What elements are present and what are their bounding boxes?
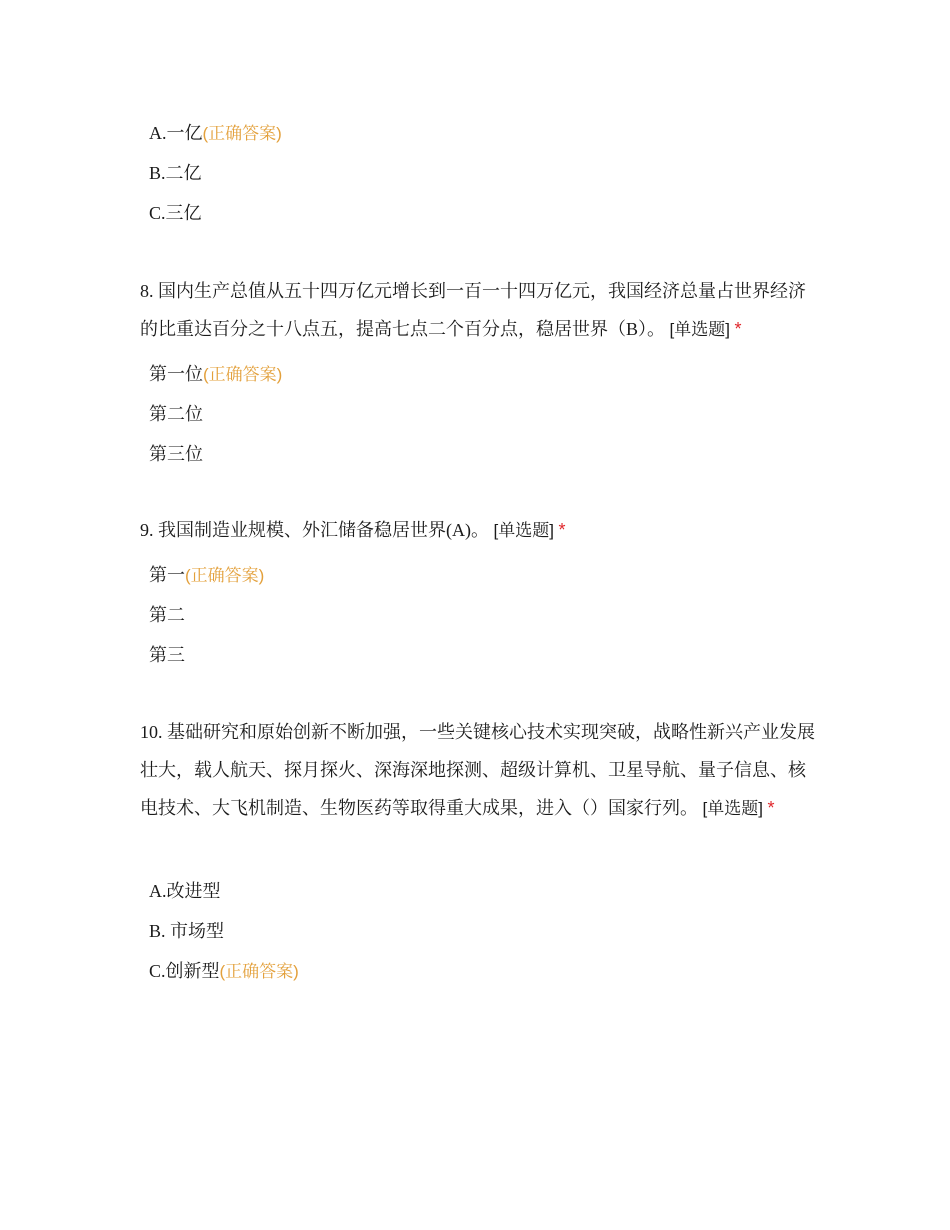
option-a[interactable] <box>149 121 849 161</box>
option-a[interactable] <box>149 879 849 919</box>
correct-answer-tag: (正确答案) <box>185 566 265 585</box>
option-label: A.改进型 <box>149 881 221 901</box>
correct-answer-tag: (正确答案) <box>203 365 283 384</box>
option-label: 第三 <box>149 645 185 665</box>
option-b[interactable] <box>149 919 849 959</box>
option-label: C.创新型 <box>149 961 220 981</box>
question-9-options <box>149 563 849 683</box>
question-8 <box>140 272 820 349</box>
question-type-tag: [单选题] <box>493 521 554 540</box>
option-label: 第一位 <box>149 364 203 384</box>
question-9 <box>140 511 820 550</box>
required-mark: * <box>734 319 742 339</box>
option-c[interactable] <box>149 201 849 241</box>
option-label: 第三位 <box>149 444 203 464</box>
correct-answer-tag: (正确答案) <box>219 962 299 981</box>
option-first[interactable] <box>149 362 849 402</box>
question-10-options <box>149 879 849 999</box>
option-third[interactable] <box>149 643 849 683</box>
option-b[interactable] <box>149 161 849 201</box>
option-second[interactable] <box>149 402 849 442</box>
option-label: B. 市场型 <box>149 921 225 941</box>
option-third[interactable] <box>149 442 849 482</box>
prev-question-options <box>149 121 849 241</box>
question-type-tag: [单选题] <box>669 320 730 339</box>
option-label: 第二 <box>149 605 185 625</box>
option-second[interactable] <box>149 603 849 643</box>
question-type-tag: [单选题] <box>702 799 763 818</box>
question-10 <box>140 713 820 828</box>
question-text: 10. 基础研究和原始创新不断加强，一些关键核心技术实现突破，战略性新兴产业发展壮大，载人航天、探月探火、深海深地探测、超级计算机、卫星导航、量子信息、核电技术、大飞机制造、生物医药等取得重大成果，进入（）国家行列。 <box>140 722 815 818</box>
option-c[interactable] <box>149 959 849 999</box>
option-label: B.二亿 <box>149 163 202 183</box>
question-text: 9. 我国制造业规模、外汇储备稳居世界(A)。 <box>140 520 489 540</box>
option-label: A.一亿 <box>149 123 203 143</box>
option-label: C.三亿 <box>149 203 202 223</box>
correct-answer-tag: (正确答案) <box>202 124 282 143</box>
option-first[interactable] <box>149 563 849 603</box>
required-mark: * <box>767 798 775 818</box>
option-label: 第二位 <box>149 404 203 424</box>
required-mark: * <box>558 520 566 540</box>
option-label: 第一 <box>149 565 185 585</box>
question-8-options <box>149 362 849 482</box>
question-text: 8. 国内生产总值从五十四万亿元增长到一百一十四万亿元，我国经济总量占世界经济的比重达百分之十八点五，提高七点二个百分点，稳居世界（B）。 <box>140 281 806 339</box>
